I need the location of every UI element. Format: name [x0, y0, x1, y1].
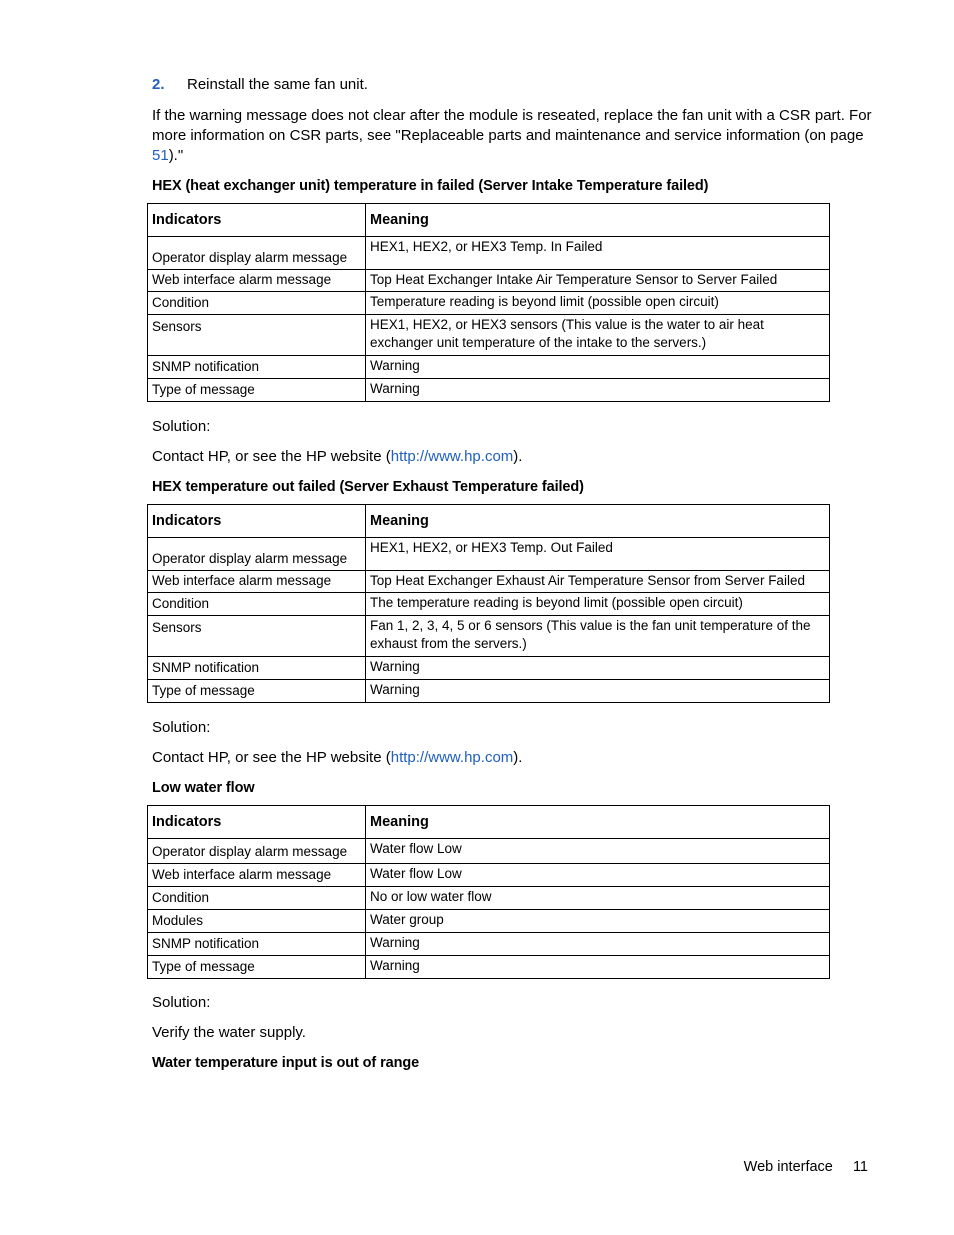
solution-text-before: Contact HP, or see the HP website (: [152, 448, 391, 465]
meaning-cell: Warning: [366, 680, 830, 703]
table-row: [148, 680, 830, 703]
page-number: 11: [852, 1159, 868, 1175]
meaning-cell: The temperature reading is beyond limit (possible open circuit): [366, 593, 830, 616]
solution-text: [152, 749, 522, 766]
table-header-row: [148, 505, 830, 538]
indicator-cell: Type of message: [148, 956, 366, 979]
intro-text-after: ).": [168, 147, 184, 164]
indicator-cell: Condition: [148, 887, 366, 910]
alarm-table-hex-in: [147, 203, 830, 402]
solution-text-before: Contact HP, or see the HP website (: [152, 749, 391, 766]
meaning-cell: HEX1, HEX2, or HEX3 sensors (This value is the water to air heat exchanger unit temperature of the intake to the servers.): [366, 315, 830, 356]
step-number: 2.: [152, 76, 165, 93]
page-reference-link[interactable]: 51: [152, 147, 169, 164]
indicator-cell: Type of message: [148, 680, 366, 703]
table-row: [148, 956, 830, 979]
indicator-cell: Sensors: [148, 315, 366, 356]
section-heading-low-water-flow: Low water flow: [152, 780, 255, 796]
alarm-table-low-water-flow: [147, 805, 830, 979]
solution-text-after: ).: [513, 749, 523, 766]
column-header-indicators: Indicators: [148, 806, 366, 839]
intro-paragraph: [152, 106, 872, 166]
meaning-cell: No or low water flow: [366, 887, 830, 910]
meaning-cell: Water group: [366, 910, 830, 933]
table-row: [148, 887, 830, 910]
table-row: [148, 593, 830, 616]
indicator-cell: Web interface alarm message: [148, 270, 366, 292]
alarm-table-hex-out: [147, 504, 830, 703]
column-header-indicators: Indicators: [148, 204, 366, 237]
step-item: [152, 76, 165, 93]
page-footer: [744, 1159, 868, 1175]
meaning-cell: Warning: [366, 356, 830, 379]
indicator-cell: Web interface alarm message: [148, 864, 366, 887]
table-row: [148, 237, 830, 270]
table-row: [148, 616, 830, 657]
section-heading-hex-out: HEX temperature out failed (Server Exhaust Temperature failed): [152, 479, 584, 495]
column-header-meaning: Meaning: [366, 204, 830, 237]
meaning-cell: Fan 1, 2, 3, 4, 5 or 6 sensors (This value is the fan unit temperature of the exhaust from the servers.): [366, 616, 830, 657]
section-heading-hex-in: HEX (heat exchanger unit) temperature in failed (Server Intake Temperature failed): [152, 178, 709, 194]
indicator-cell: Web interface alarm message: [148, 571, 366, 593]
table-row: [148, 538, 830, 571]
table-header-row: [148, 204, 830, 237]
indicator-cell: Condition: [148, 292, 366, 315]
column-header-meaning: Meaning: [366, 505, 830, 538]
indicator-cell: Operator display alarm message: [148, 538, 366, 571]
step-text: Reinstall the same fan unit.: [187, 76, 368, 93]
indicator-cell: Operator display alarm message: [148, 839, 366, 864]
solution-label: Solution:: [152, 994, 211, 1011]
table-row: [148, 315, 830, 356]
intro-text-before: If the warning message does not clear after the module is reseated, replace the fan unit with a CSR part. For more information on CSR parts, see "Replaceable parts and maintenance and service information (on page: [152, 107, 872, 144]
hp-website-link[interactable]: http://www.hp.com: [390, 448, 514, 465]
table-row: [148, 657, 830, 680]
meaning-cell: HEX1, HEX2, or HEX3 Temp. Out Failed: [366, 538, 830, 571]
meaning-cell: Warning: [366, 956, 830, 979]
table-row: [148, 379, 830, 402]
table-row: [148, 864, 830, 887]
meaning-cell: Water flow Low: [366, 839, 830, 864]
solution-text-after: ).: [513, 448, 523, 465]
meaning-cell: HEX1, HEX2, or HEX3 Temp. In Failed: [366, 237, 830, 270]
indicator-cell: SNMP notification: [148, 657, 366, 680]
indicator-cell: SNMP notification: [148, 933, 366, 956]
indicator-cell: SNMP notification: [148, 356, 366, 379]
solution-label: Solution:: [152, 719, 211, 736]
indicator-cell: Operator display alarm message: [148, 237, 366, 270]
table-row: [148, 270, 830, 292]
indicator-cell: Sensors: [148, 616, 366, 657]
table-row: [148, 933, 830, 956]
section-heading-water-temperature: Water temperature input is out of range: [152, 1055, 420, 1071]
solution-text: [152, 448, 522, 465]
column-header-indicators: Indicators: [148, 505, 366, 538]
table-row: [148, 839, 830, 864]
footer-section-title: Web interface: [743, 1159, 833, 1175]
meaning-cell: Top Heat Exchanger Intake Air Temperature Sensor to Server Failed: [366, 270, 830, 292]
indicator-cell: Modules: [148, 910, 366, 933]
meaning-cell: Temperature reading is beyond limit (possible open circuit): [366, 292, 830, 315]
table-header-row: [148, 806, 830, 839]
table-row: [148, 571, 830, 593]
column-header-meaning: Meaning: [366, 806, 830, 839]
solution-text: Verify the water supply.: [152, 1024, 306, 1041]
table-row: [148, 292, 830, 315]
meaning-cell: Warning: [366, 657, 830, 680]
meaning-cell: Warning: [366, 933, 830, 956]
indicator-cell: Type of message: [148, 379, 366, 402]
meaning-cell: Top Heat Exchanger Exhaust Air Temperature Sensor from Server Failed: [366, 571, 830, 593]
meaning-cell: Water flow Low: [366, 864, 830, 887]
solution-label: Solution:: [152, 418, 211, 435]
indicator-cell: Condition: [148, 593, 366, 616]
table-row: [148, 356, 830, 379]
meaning-cell: Warning: [366, 379, 830, 402]
table-row: [148, 910, 830, 933]
hp-website-link[interactable]: http://www.hp.com: [390, 749, 514, 766]
